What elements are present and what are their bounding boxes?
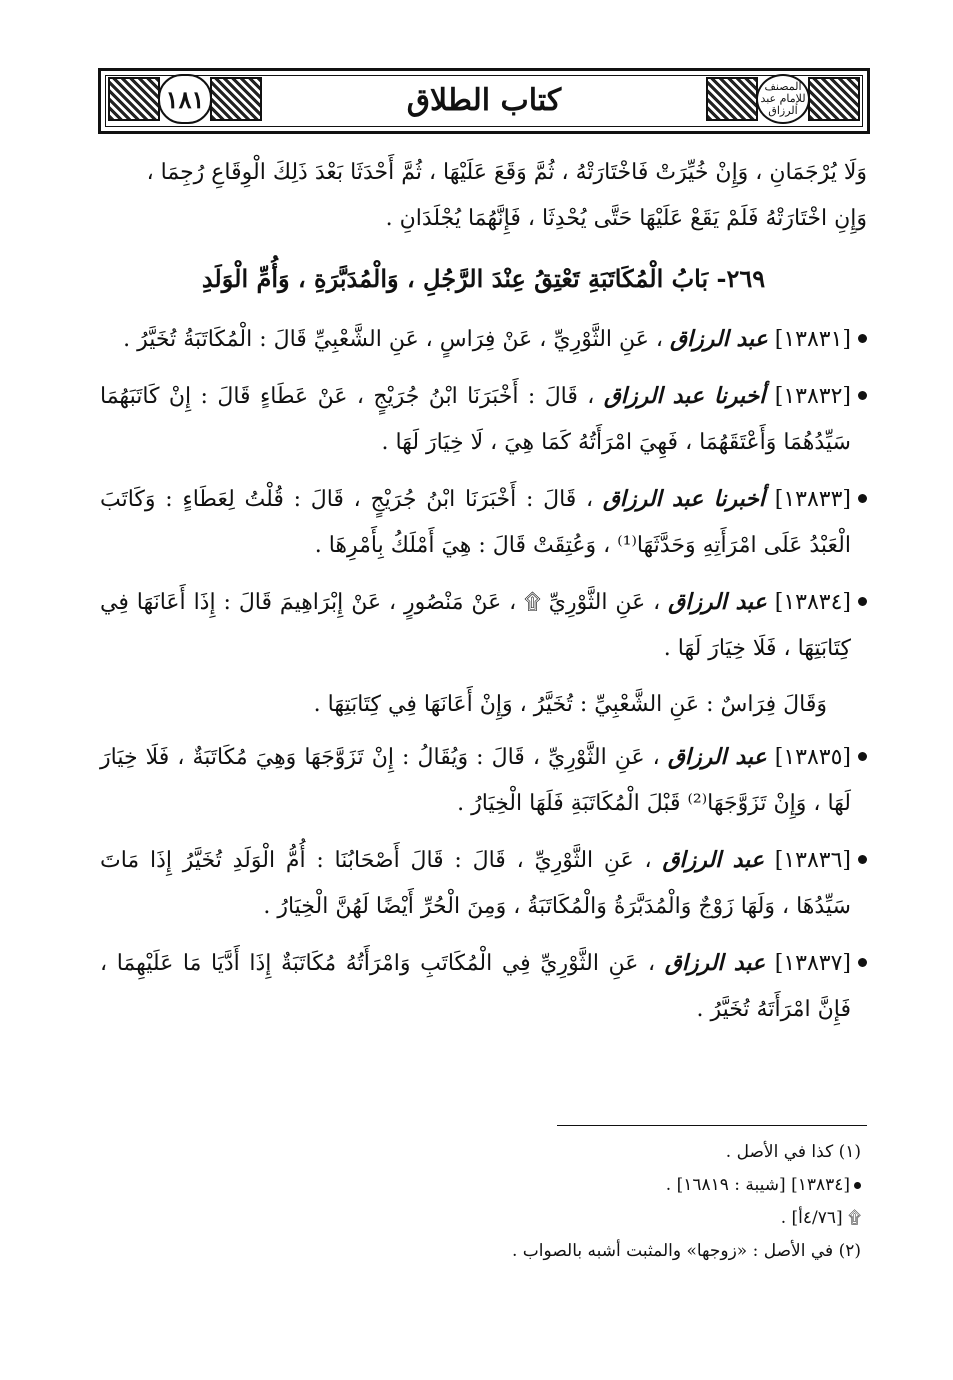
- page-header: [98, 68, 870, 134]
- footnotes: [100, 1136, 861, 1268]
- hadith-text: ، قَالَ : أَخْبَرَنَا ابْنُ جُرَيْجٍ ، عَنْ عَطَاءٍ قَالَ : إِنْ كَاتَبَهُمَا: [100, 384, 595, 409]
- bullet-icon: [858, 752, 867, 761]
- footnote-source: [100, 1169, 861, 1202]
- bullet-icon: [858, 391, 867, 400]
- hadith-text: ، عَنِ الثَّوْرِيِّ ، عَنْ فِرَاسٍ ، عَنِ الشَّعْبِيِّ قَالَ : الْمُكَاتَبَةُ تُخَيَّرُ .: [123, 327, 663, 352]
- bullet-icon: [858, 855, 867, 864]
- hadith-text: ، عَنِ الثَّوْرِيِّ ، قَالَ : قَالَ أَصْحَابُنَا : أُمُّ الْوَلَدِ تُخَيَّرُ إِذَا مَاتَ سَيِّدُهَا ،: [100, 848, 851, 919]
- book-medallion: المصنف للإمام عبد الرزاق: [756, 74, 810, 124]
- hadith-text: وَلَهَا زَوْجٌ وَالْمُدَبَّرَةُ وَالْمُكَاتَبَةُ ، وَمِنَ الْحُرِّ أَيْضًا لَهُنَّ الْخِيَارُ .: [263, 894, 775, 919]
- hadith-text: ، عَنِ الثَّوْرِيِّ ، قَالَ : وَيُقَالُ : إِنْ تَزَوَّجَهَا وَهِيَ مُكَاتَبَةٌ ، فَلَا خِيَارَ: [100, 745, 660, 770]
- footnote-source-text: [١٣٨٣٤] [شيبة : ١٦٨١٩] .: [665, 1175, 850, 1195]
- hadith-ref: [١٣٨٣٢]: [774, 384, 852, 409]
- hadith-ref: [١٣٨٣٥]: [774, 745, 851, 770]
- ornament-icon: [808, 77, 860, 121]
- main-text: [100, 150, 867, 1043]
- hadith-text: ، عَنِ الثَّوْرِيِّ فِي الْمُكَاتَبِ وَامْرَأَتُهُ مُكَاتَبَةٌ إِذَا أَدَّيَا مَا عَلَيْهِمَا ، فَإِنَّ: [100, 951, 851, 1022]
- hadith-ref: [١٣٨٣٣]: [774, 487, 851, 512]
- hadith-narrator: عبد الرزاق: [668, 589, 767, 615]
- ornament-icon: [108, 77, 160, 121]
- footnote-1: (١) كذا في الأصل .: [725, 1142, 861, 1162]
- hadith-13831: [100, 316, 867, 363]
- hadith-narrator: عبد الرزاق: [662, 847, 764, 873]
- hadith-ref: [١٣٨٣٧]: [774, 951, 851, 976]
- chapter-heading: ٢٦٩- بَابُ الْمُكَاتَبَةِ تَعْتِقُ عِنْدَ الرَّجُلِ ، وَالْمُدَبَّرَةِ ، وَأُمِّ الْوَلَدِ: [201, 264, 766, 293]
- hadith-ref: [١٣٨٣٦]: [774, 848, 852, 873]
- hadith-ref: [١٣٨٣٤]: [774, 590, 851, 615]
- intro-line: وَإِنِ اخْتَارَتْهُ فَلَمْ يَقَعْ عَلَيْهَا حَتَّى يُحْدِثَا ، فَإِنَّهُمَا يُجْلَدَانِ .: [385, 206, 867, 231]
- hadith-text: ، عَنِ الثَّوْرِيِّ ۩ ، عَنْ مَنْصُورٍ ، عَنْ إِبْرَاهِيمَ قَالَ : إِذَا أَعَانَهَا فِي: [100, 590, 661, 615]
- hadith-addendum: وَقَالَ فِرَاسٌ : عَنِ الشَّعْبِيِّ : تُخَيَّرُ ، وَإِنْ أَعَانَهَا فِي كِتَابَتِهَا .: [313, 692, 827, 717]
- hadith-narrator: أخبرنا عبد الرزاق: [602, 486, 765, 512]
- footnote-manuscript-ref: ۩ [٤/٧٦أ] .: [780, 1208, 861, 1228]
- hadith-13836: [100, 837, 867, 930]
- bullet-icon: [858, 597, 867, 606]
- hadith-13837: [100, 940, 867, 1033]
- running-title: كتاب الطلاق: [406, 82, 562, 118]
- hadith-13832: [100, 373, 867, 466]
- hadith-text: الْعَبْدُ عَلَى امْرَأَتِهِ وَحَدَّثَهَا⁽¹⁾ ، وَعُتِقَتْ قَالَ : هِيَ أَمْلَكُ بِأَمْرِهَا .: [314, 533, 851, 558]
- intro-line: وَلَا يُرْجَمَانِ ، وَإِنْ خُيِّرَتْ فَاخْتَارَتْهُ ، ثُمَّ وَقَعَ عَلَيْهَا ، ثُمَّ أَحْدَثَا بَعْدَ ذَلِكَ الْوِقَاعِ رُجِمَا ،: [146, 160, 867, 185]
- bullet-icon: [858, 494, 867, 503]
- footnote-divider: [557, 1125, 867, 1126]
- hadith-text: كِتَابَتِهَا ، فَلَا خِيَارَ لَهَا .: [663, 636, 851, 661]
- hadith-ref: [١٣٨٣١]: [774, 327, 851, 352]
- hadith-text: سَيِّدُهُمَا وَأَعْتَقَهُمَا ، فَهِيَ امْرَأَتُهُ كَمَا هِيَ ، لَا خِيَارَ لَهَا .: [381, 430, 851, 455]
- hadith-narrator: عبد الرزاق: [664, 950, 766, 976]
- bullet-icon: [854, 1182, 861, 1189]
- hadith-narrator: عبد الرزاق: [667, 744, 767, 770]
- footnote-2: (٢) في الأصل : «زوجها» والمثبت أشبه بالصواب .: [512, 1241, 861, 1261]
- hadith-narrator: عبد الرزاق: [669, 326, 768, 352]
- hadith-13834: [100, 579, 867, 672]
- bullet-icon: [858, 334, 867, 343]
- hadith-text: امْرَأَتَهُ تُخَيَّرُ .: [696, 997, 811, 1022]
- hadith-13833: [100, 476, 867, 569]
- bullet-icon: [858, 958, 867, 967]
- hadith-text: لَهَا ، وَإِنْ تَزَوَّجَهَا⁽²⁾ قَبْلَ الْمُكَاتَبَةِ فَلَهَا الْخِيَارُ .: [457, 791, 851, 816]
- page-number: ١٨١: [158, 74, 212, 124]
- hadith-narrator: أخبرنا عبد الرزاق: [603, 383, 766, 409]
- ornament-icon: [210, 77, 262, 121]
- hadith-text: ، قَالَ : أَخْبَرَنَا ابْنُ جُرَيْجٍ ، قَالَ : قُلْتُ لِعَطَاءٍ : وَكَاتَبَ: [100, 487, 594, 512]
- ornament-icon: [706, 77, 758, 121]
- hadith-13835: [100, 734, 867, 827]
